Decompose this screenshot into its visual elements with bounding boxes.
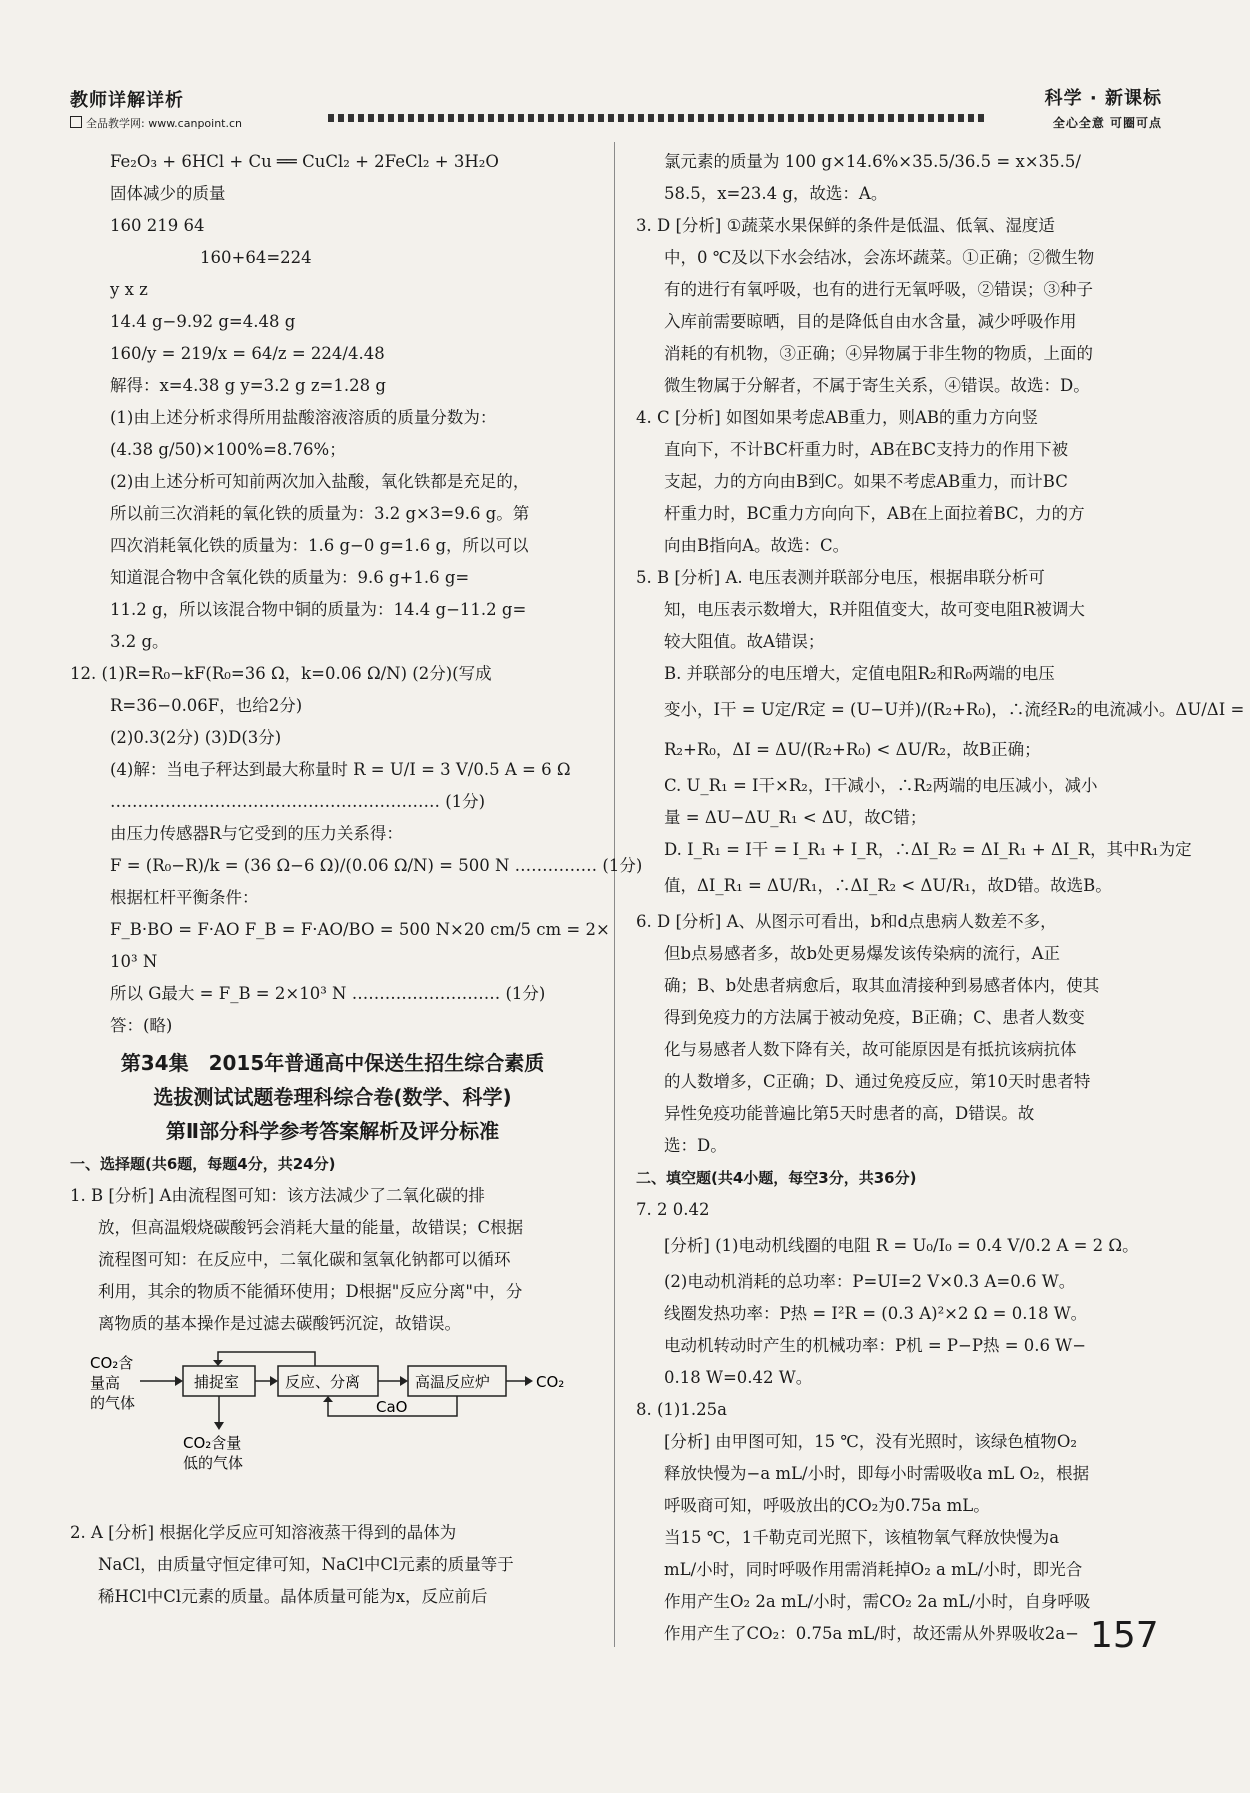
text-line: y x z <box>110 280 148 299</box>
text-line: mL/小时，同时呼吸作用需消耗掉O₂ a mL/小时，即光合 <box>664 1560 1083 1579</box>
arrow-head <box>400 1376 408 1386</box>
cao-label: CaO <box>376 1398 408 1416</box>
text-line: (2)0.3(2分) (3)D(3分) <box>110 728 282 747</box>
text-line: 3.2 g。 <box>110 632 169 651</box>
text-line: 直向下，不计BC杆重力时，AB在BC支持力的作用下被 <box>664 440 1069 459</box>
question-4: 4. C [分析] 如图如果考虑AB重力，则AB的重力方向竖 <box>636 408 1039 427</box>
header-brand: 全心全意 可圈可点 <box>1052 116 1162 130</box>
text-line: 流程图可知：在反应中，二氧化碳和氢氧化钠都可以循环 <box>98 1250 511 1269</box>
section-title-3: 第Ⅱ部分科学参考答案解析及评分标准 <box>165 1119 500 1143</box>
text-line: 作用产生O₂ 2a mL/小时，需CO₂ 2a mL/小时，自身呼吸 <box>664 1592 1091 1611</box>
text-line: 选：D。 <box>664 1136 727 1155</box>
text-line: 放，但高温煅烧碳酸钙会消耗大量的能量，故错误；C根据 <box>98 1218 524 1237</box>
text-line: B. 并联部分的电压增大，定值电阻R₂和R₀两端的电压 <box>664 664 1055 683</box>
text-line: 利用，其余的物质不能循环使用；D根据"反应分离"中，分 <box>98 1282 523 1301</box>
text-line: 呼吸商可知，呼吸放出的CO₂为0.75a mL。 <box>664 1496 990 1515</box>
part-heading-fill: 二、填空题(共4小题，每空3分，共36分) <box>636 1169 917 1187</box>
arrow-head <box>525 1376 533 1386</box>
text-line: 解得：x=4.38 g y=3.2 g z=1.28 g <box>110 376 386 395</box>
text-line: 固体减少的质量 <box>110 184 226 203</box>
text-line: F_B·BO = F·AO F_B = F·AO/BO = 500 N×20 cm/5 cm = 2× <box>110 920 610 939</box>
arrow-head <box>213 1360 223 1366</box>
text-line: 消耗的有机物，③正确；④异物属于非生物的物质，上面的 <box>664 344 1093 363</box>
process-flow-diagram <box>70 1346 590 1496</box>
question-7: 7. 2 0.42 <box>636 1200 710 1219</box>
page-number: 157 <box>1090 1615 1159 1656</box>
text-line: 线圈发热功率：P热 = I²R = (0.3 A)²×2 Ω = 0.18 W。 <box>664 1304 1088 1323</box>
text-line: 有的进行有氧呼吸，也有的进行无氧呼吸，②错误；③种子 <box>664 280 1093 299</box>
capture-chamber-label: 捕捉室 <box>194 1373 240 1391</box>
low-co2-label-2: 低的气体 <box>183 1454 244 1472</box>
text-line: (2)电动机消耗的总功率：P=UI=2 V×0.3 A=0.6 W。 <box>664 1272 1076 1291</box>
header-left <box>70 86 242 131</box>
text-line: 稀HCl中Cl元素的质量。晶体质量可能为x，反应前后 <box>98 1587 488 1606</box>
text-line: 电动机转动时产生的机械功率：P机 = P−P热 = 0.6 W− <box>664 1336 1087 1355</box>
text-line: 释放快慢为−a mL/小时，即每小时需吸收a mL O₂，根据 <box>664 1464 1090 1483</box>
question-12: 12. (1)R=R₀−kF(R₀=36 Ω，k=0.06 Ω/N) (2分)(写成 <box>70 664 492 683</box>
left-column <box>70 146 643 1613</box>
text-line: 入库前需要晾晒，目的是降低自由水含量，减少呼吸作用 <box>664 312 1077 331</box>
text-line: 变小，I干 = U定/R定 = (U−U并)/(R₂+R₀)，∴流经R₂的电流减小。ΔU/ΔI = <box>664 700 1245 719</box>
text-line: F = (R₀−R)/k = (36 Ω−6 Ω)/(0.06 Ω/N) = 500 N …………… (1分) <box>110 856 643 875</box>
text-line: R=36−0.06F，也给2分) <box>110 696 303 715</box>
reaction-separation-label: 反应、分离 <box>285 1373 361 1391</box>
text-line: 所以前三次消耗的氧化铁的质量为：3.2 g×3=9.6 g。第 <box>110 504 530 523</box>
text-line: D. I_R₁ = I干 = I_R₁ + I_R，∴ΔI_R₂ = ΔI_R₁ + ΔI_R，其中R₁为定 <box>664 840 1192 859</box>
text-line: (1)由上述分析求得所用盐酸溶液溶质的质量分数为： <box>110 408 497 427</box>
header-subject: 科学 · 新课标 <box>1044 88 1162 109</box>
ratio-line: 160/y = 219/x = 64/z = 224/4.48 <box>110 344 385 363</box>
text-line: 当15 ℃，1千勒克司光照下，该植物氧气释放快慢为a <box>664 1528 1060 1547</box>
text-line: 答：(略) <box>110 1016 173 1035</box>
section-title-1: 第34集 2015年普通高中保送生招生综合素质 <box>120 1051 545 1075</box>
section-title-2: 选拔测试试题卷理科综合卷(数学、科学) <box>153 1085 512 1109</box>
text-line: 160+64=224 <box>200 248 312 267</box>
text-line: 但b点易感者多，故b处更易爆发该传染病的流行，A正 <box>664 944 1061 963</box>
text-line: 的人数增多，C正确；D、通过免疫反应，第10天时患者特 <box>664 1072 1091 1091</box>
text-line: 较大阻值。故A错误； <box>664 632 825 651</box>
text-line: C. U_R₁ = I干×R₂，I干减小，∴R₂两端的电压减小，减小 <box>664 776 1098 795</box>
text-line: 异性免疫功能普遍比第5天时患者的高，D错误。故 <box>664 1104 1035 1123</box>
text-line: 作用产生了CO₂：0.75a mL/时，故还需从外界吸收2a− <box>664 1624 1079 1643</box>
input-label-1: CO₂含 <box>90 1354 134 1372</box>
site-url: 全品教学网: www.canpoint.cn <box>86 117 243 130</box>
text-line: 杆重力时，BC重力方向向下，AB在上面拉着BC，力的方 <box>664 504 1085 523</box>
input-label-2: 量高 <box>90 1374 121 1392</box>
text-line: [分析] 由甲图可知，15 ℃，没有光照时，该绿色植物O₂ <box>664 1432 1077 1451</box>
text-line: 化与易感者人数下降有关，故可能原因是有抵抗该病抗体 <box>664 1040 1077 1059</box>
text-line: 氯元素的质量为 100 g×14.6%×35.5/36.5 = x×35.5/ <box>664 152 1081 171</box>
text-line: 知道混合物中含氧化铁的质量为：9.6 g+1.6 g= <box>110 568 470 587</box>
text-line: 值，ΔI_R₁ = ΔU/R₁，∴ΔI_R₂ < ΔU/R₁，故D错。故选B。 <box>664 876 1112 895</box>
text-line: 离物质的基本操作是过滤去碳酸钙沉淀，故错误。 <box>98 1314 461 1333</box>
part-heading-choice: 一、选择题(共6题，每题4分，共24分) <box>70 1155 336 1173</box>
text-line: 所以 G最大 = F_B = 2×10³ N ……………………… (1分) <box>110 984 546 1003</box>
text-line: 58.5，x=23.4 g，故选：A。 <box>664 184 888 203</box>
text-line: R₂+R₀，ΔI = ΔU/(R₂+R₀) < ΔU/R₂，故B正确； <box>664 740 1041 759</box>
header-rule <box>328 114 988 122</box>
question-3: 3. D [分析] ①蔬菜水果保鲜的条件是低温、低氧、湿度适 <box>636 216 1055 235</box>
text-line: 确；B、b处患者病愈后，取其血清接种到易感者体内，使其 <box>664 976 1100 995</box>
question-8: 8. (1)1.25a <box>636 1400 727 1419</box>
furnace-label: 高温反应炉 <box>415 1373 491 1391</box>
header-site <box>70 115 242 131</box>
text-line: 知，电压表示数增大，R并阻值变大，故可变电阻R被调大 <box>664 600 1085 619</box>
text-line: 根据杠杆平衡条件： <box>110 888 259 907</box>
text-line: 量 = ΔU−ΔU_R₁ < ΔU，故C错； <box>664 808 927 827</box>
question-5: 5. B [分析] A. 电压表测并联部分电压，根据串联分析可 <box>636 568 1045 587</box>
header-right <box>1045 84 1162 131</box>
text-line: NaCl，由质量守恒定律可知，NaCl中Cl元素的质量等于 <box>98 1555 514 1574</box>
text-line: 160 219 64 <box>110 216 205 235</box>
arrow-head <box>323 1396 333 1402</box>
text-line: 向由B指向A。故选：C。 <box>664 536 850 555</box>
text-line: (4)解：当电子秤达到最大称量时 R = U/I = 3 V/0.5 A = 6 Ω <box>110 760 571 779</box>
right-column <box>636 146 1245 1650</box>
arrow-head <box>175 1376 183 1386</box>
text-line: 中，0 ℃及以下水会结冰，会冻坏蔬菜。①正确；②微生物 <box>664 248 1095 267</box>
question-6: 6. D [分析] A、从图示可看出，b和d点患病人数差不多， <box>636 912 1057 931</box>
text-line: 四次消耗氧化铁的质量为：1.6 g−0 g=1.6 g，所以可以 <box>110 536 529 555</box>
text-line: …………………………………………………… (1分) <box>110 792 486 811</box>
low-co2-label-1: CO₂含量 <box>183 1434 242 1452</box>
text-line: [分析] (1)电动机线圈的电阻 R = U₀/I₀ = 0.4 V/0.2 A = 2 Ω。 <box>664 1236 1139 1255</box>
text-line: 支起，力的方向由B到C。如果不考虑AB重力，而计BC <box>664 472 1068 491</box>
text-line: 得到免疫力的方法属于被动免疫，B正确；C、患者人数变 <box>664 1008 1085 1027</box>
text-line: 11.2 g，所以该混合物中铜的质量为：14.4 g−11.2 g= <box>110 600 527 619</box>
text-line: 0.18 W=0.42 W。 <box>664 1368 813 1387</box>
text-line: 微生物属于分解者，不属于寄生关系，④错误。故选：D。 <box>664 376 1090 395</box>
equation-line: Fe₂O₃ + 6HCl + Cu ══ CuCl₂ + 2FeCl₂ + 3H₂O <box>110 152 499 171</box>
question-1: 1. B [分析] A由流程图可知：该方法减少了二氧化碳的排 <box>70 1186 485 1205</box>
column-divider <box>614 142 615 1647</box>
text-line: (2)由上述分析可知前两次加入盐酸，氧化铁都是充足的， <box>110 472 530 491</box>
arrow-head <box>270 1376 278 1386</box>
input-label-3: 的气体 <box>90 1394 136 1412</box>
site-logo-icon <box>70 116 82 128</box>
output-label: CO₂ <box>536 1373 565 1391</box>
arrow-head <box>214 1422 224 1430</box>
text-line: 10³ N <box>110 952 158 971</box>
text-line: 由压力传感器R与它受到的压力关系得： <box>110 824 403 843</box>
header-title: 教师详解详析 <box>70 90 184 111</box>
question-2: 2. A [分析] 根据化学反应可知溶液蒸干得到的晶体为 <box>70 1523 457 1542</box>
recycle-line <box>218 1352 315 1366</box>
text-line: 14.4 g−9.92 g=4.48 g <box>110 312 296 331</box>
text-line: (4.38 g/50)×100%=8.76%； <box>110 440 346 459</box>
